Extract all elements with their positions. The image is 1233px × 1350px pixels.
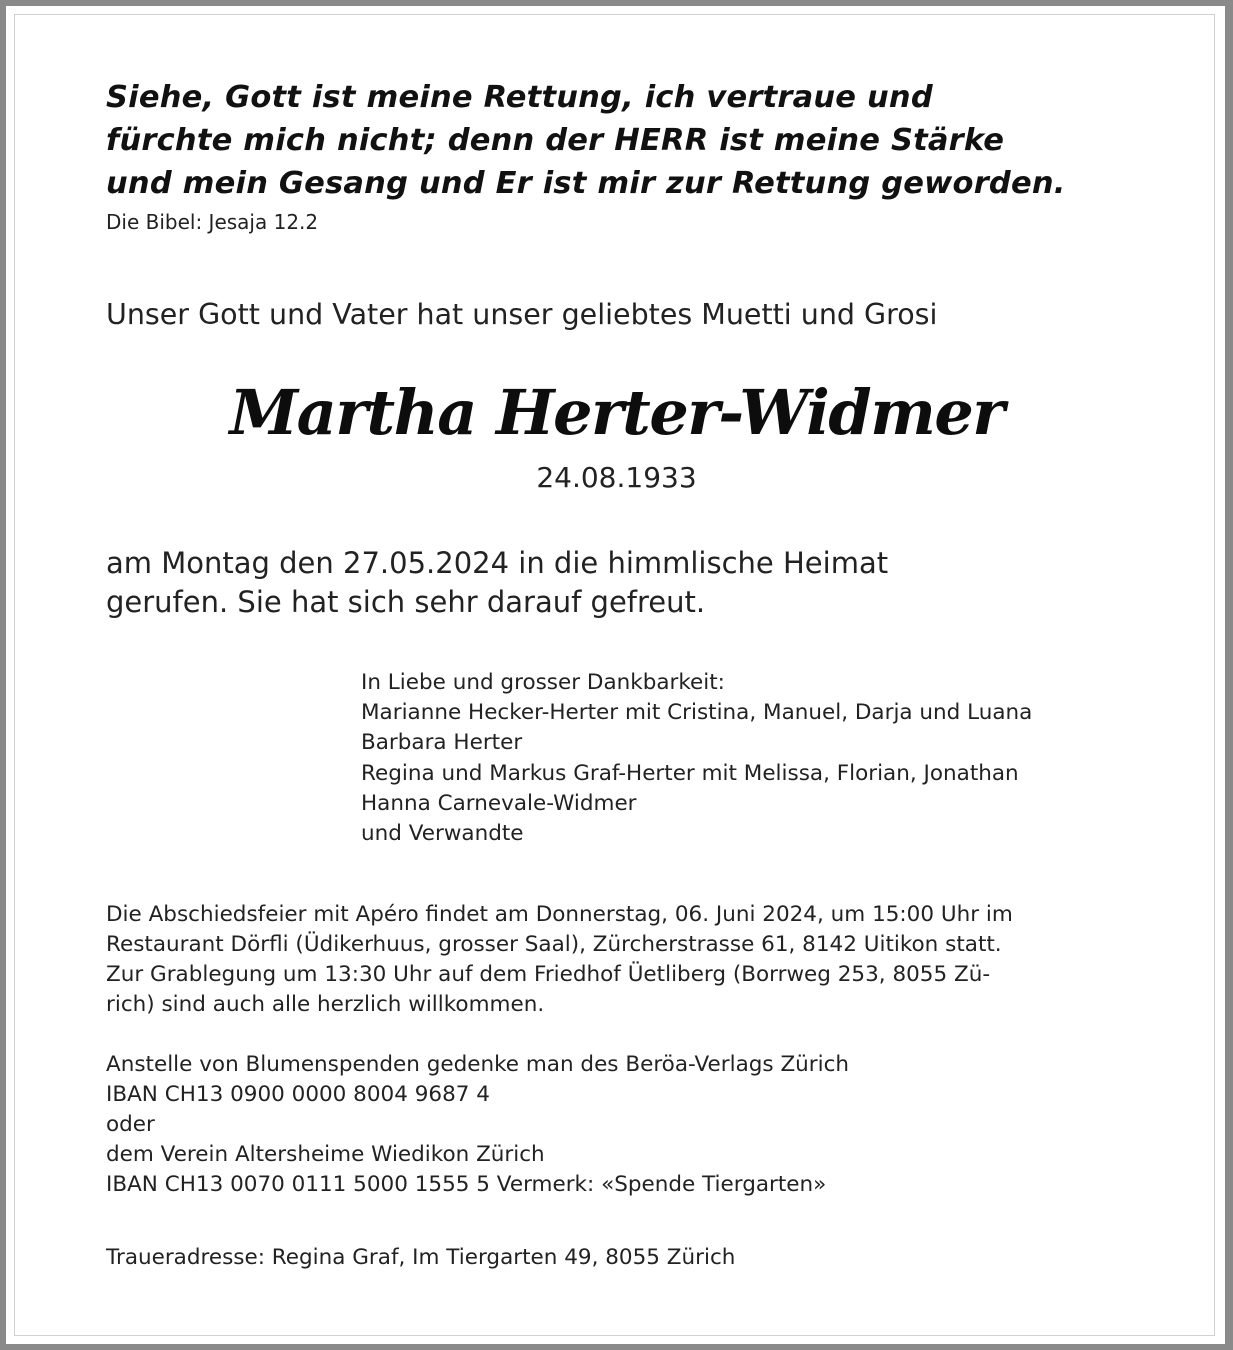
mourner-entry: Hanna Carnevale-Widmer [361,790,637,816]
donation-line: Anstelle von Blumenspenden gedenke man des Beröa-Verlags Zürich [106,1052,850,1077]
ceremony-line: rich) sind auch alle herzlich willkommen. [106,992,545,1017]
deceased-name: Martha Herter-Widmer [229,376,1004,449]
mourning-address-line: Traueradresse: Regina Graf, Im Tiergarten 49, 8055 Zürich [106,1245,736,1270]
mourner-entry: und Verwandte [361,821,524,847]
intro-text: Unser Gott und Vater hat unser geliebtes Muetti und Grosi [106,298,938,331]
mourner-entry: Barbara Herter [361,730,523,756]
death-notice-line: am Montag den 27.05.2024 in die himmlische Heimat [106,546,889,580]
ceremony-info [106,900,1013,1020]
donation-line: oder [106,1112,155,1137]
mourner-entry: Marianne Hecker-Herter mit Cristina, Manuel, Darja und Luana [361,700,1033,726]
donation-iban: IBAN CH13 0900 0000 8004 9687 4 [106,1082,490,1107]
mourners-list [361,668,1032,849]
ceremony-line: Die Abschiedsfeier mit Apéro findet am Donnerstag, 06. Juni 2024, um 15:00 Uhr im [106,902,1013,927]
bible-verse [106,76,1146,205]
ceremony-line: Restaurant Dörfli (Üdikerhuus, grosser Saal), Zürcherstrasse 61, 8142 Uitikon statt. [106,932,1002,957]
verse-line: und mein Gesang und Er ist mir zur Rettung geworden. [106,166,1066,201]
donation-iban: IBAN CH13 0070 0111 5000 1555 5 Vermerk: «Spende Tiergarten» [106,1172,827,1197]
verse-source: Die Bibel: Jesaja 12.2 [106,210,319,234]
birth-date: 24.08.1933 [536,461,697,494]
donation-line: dem Verein Altersheime Wiedikon Zürich [106,1142,545,1167]
mourners-heading: In Liebe und grosser Dankbarkeit: [361,670,725,695]
verse-line: Siehe, Gott ist meine Rettung, ich vertraue und [106,80,933,115]
donation-info [106,1050,849,1200]
verse-line: fürchte mich nicht; denn der HERR ist meine Stärke [106,123,1005,158]
ceremony-line: Zur Grablegung um 13:30 Uhr auf dem Friedhof Üetliberg (Borrweg 253, 8055 Zü- [106,962,991,987]
death-notice [106,544,1106,622]
mourning-address [106,1243,735,1273]
death-notice-line: gerufen. Sie hat sich sehr darauf gefreut. [106,585,706,619]
mourner-entry: Regina und Markus Graf-Herter mit Melissa, Florian, Jonathan [361,760,1019,786]
